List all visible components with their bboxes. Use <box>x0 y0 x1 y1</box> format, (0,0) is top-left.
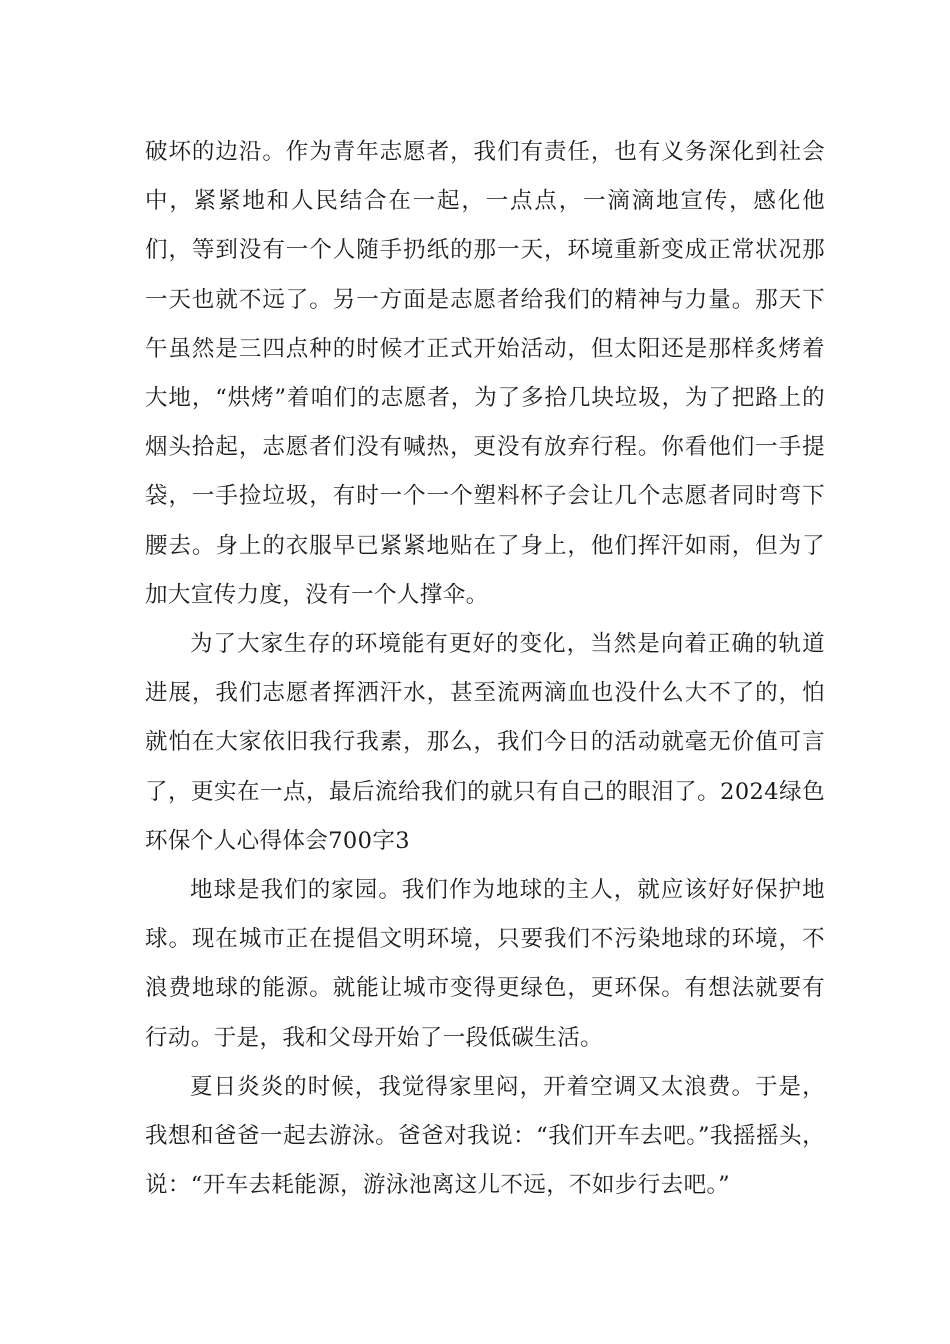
paragraph-3: 地球是我们的家园。我们作为地球的主人，就应该好好保护地球。现在城市正在提倡文明环境，只要我们不污染地球的环境，不浪费地球的能源。就能让城市变得更绿色，更环保。有想法就要有行动。于是，我和父母开始了一段低碳生活。 <box>145 877 825 1051</box>
document-body <box>145 128 825 1210</box>
paragraph-1: 破坏的边沿。作为青年志愿者，我们有责任，也有义务深化到社会中，紧紧地和人民结合在一起，一点点，一滴滴地宣传，感化他们，等到没有一个人随手扔纸的那一天，环境重新变成正常状况那一天也就不远了。另一方面是志愿者给我们的精神与力量。那天下午虽然是三四点种的时候才正式开始活动，但太阳还是那样炙烤着大地，“烘烤”着咱们的志愿者，为了多拾几块垃圾，为了把路上的烟头拾起，志愿者们没有喊热，更没有放弃行程。你看他们一手提袋，一手捡垃圾，有时一个一个塑料杯子会让几个志愿者同时弯下腰去。身上的衣服早已紧紧地贴在了身上，他们挥汗如雨，但为了加大宣传力度，没有一个人撑伞。 <box>145 139 825 608</box>
paragraph-4: 夏日炎炎的时候，我觉得家里闷，开着空调又太浪费。于是，我想和爸爸一起去游泳。爸爸对我说：“我们开车去吧。”我摇摇头，说：“开车去耗能源，游泳池离这儿不远，不如步行去吧。” <box>145 1073 825 1199</box>
paragraph-2: 为了大家生存的环境能有更好的变化，当然是向着正确的轨道进展，我们志愿者挥洒汗水，甚至流两滴血也没什么大不了的，怕就怕在大家依旧我行我素，那么，我们今日的活动就毫无价值可言了，更实在一点，最后流给我们的就只有自己的眼泪了。2024绿色环保个人心得体会700字3 <box>145 631 825 854</box>
